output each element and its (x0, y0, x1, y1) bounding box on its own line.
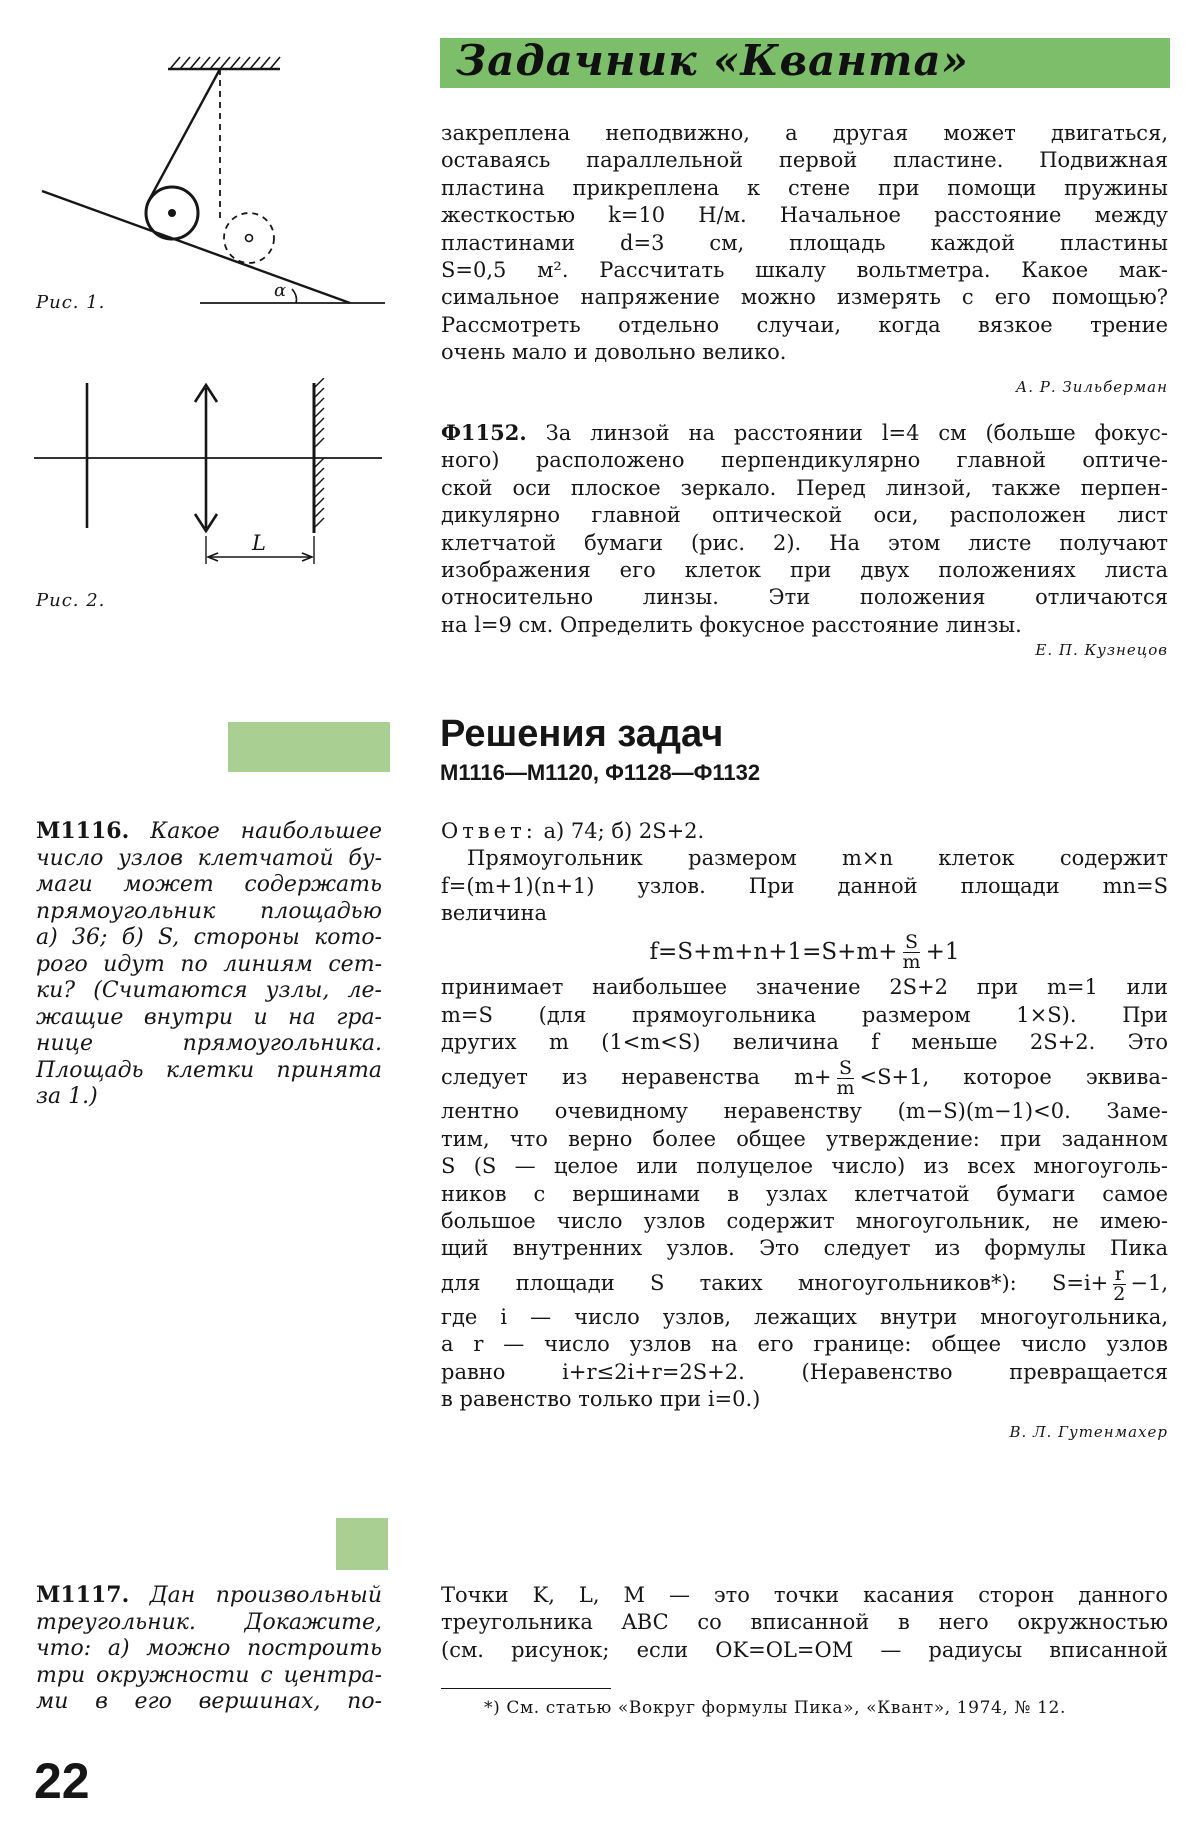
text-line: лентно очевидному неравенству (m−S)(m−1)<0. Заме- (441, 1099, 1168, 1124)
answer-value: а) 74; б) 2S+2. (543, 819, 705, 843)
text-span: За линзой на расстоянии l=4 см (больше фокус- (545, 421, 1168, 445)
green-marker (228, 722, 390, 772)
text-line: равно i+r≤2i+r=2S+2. (Неравенство превращается (441, 1359, 1168, 1384)
answer-label: Ответ: (441, 819, 537, 843)
text-line: принимает наибольшее значение 2S+2 при m=1 или (441, 975, 1168, 1000)
fraction-denominator: 2 (1113, 1282, 1126, 1305)
text-line: симальное напряжение можно измерять с его помощью? (441, 285, 1168, 310)
footnote: *) См. статью «Вокруг формулы Пика», «Квант», 1974, № 12. (484, 1698, 1066, 1718)
text-line: закреплена неподвижно, а другая может двигаться, (441, 121, 1168, 145)
text-line: щий внутренних узлов. Это следует из формулы Пика (441, 1236, 1168, 1261)
text-line: большое число узлов содержит многоугольник, не имею- (441, 1208, 1168, 1233)
ceiling-hatch (170, 57, 280, 69)
text-line: изображения его клеток при двух положениях листа (441, 558, 1168, 583)
author: А. Р. Зильберман (1015, 377, 1168, 396)
text-line: Прямоугольник размером m×n клеток содержит (467, 846, 1168, 871)
text-line: клетчатой бумаги (рис. 2). На этом листе получают (441, 530, 1168, 555)
angle-label: α (274, 280, 287, 301)
header-bar (440, 38, 1170, 88)
text-line: пластина прикреплена к стене при помощи пружины (441, 175, 1168, 200)
text-line: маги может содержать (36, 872, 382, 897)
fraction (1111, 1262, 1127, 1305)
problem-number: Ф1152. (441, 420, 527, 445)
text-line (441, 1263, 1168, 1304)
text-line (36, 818, 382, 846)
page-number: 22 (34, 1753, 90, 1809)
text-span: −1, (1130, 1270, 1168, 1295)
text-line: прямоугольник площадью (36, 898, 382, 924)
text-line: S (S — целое или полуцелое число) из всех многоуголь- (441, 1154, 1168, 1179)
cylinder-dashed (224, 213, 274, 263)
fraction-denominator: m (902, 951, 921, 974)
text-line: m=S (для прямоугольника размером 1×S). При (441, 1002, 1168, 1027)
text-line: ской оси плоское зеркало. Перед линзой, также перпен- (441, 475, 1168, 500)
fig1-caption: Рис. 1. (36, 292, 106, 313)
figure-1 (30, 45, 390, 315)
text-line: число узлов клетчатой бу- (36, 845, 382, 871)
text-line: ми в его вершинах, по- (36, 1689, 382, 1714)
figure-2 (30, 378, 390, 578)
text-span: следует из неравенства m+ (441, 1065, 832, 1090)
text-line: очень мало и довольно велико. (441, 340, 787, 365)
section-title: Решения задач (440, 713, 724, 755)
text-line: за 1.) (36, 1084, 98, 1109)
text-line: три окружности с центра- (36, 1662, 382, 1688)
text-line: жащие внутри и на гра- (36, 1004, 382, 1030)
text-line: оставаясь параллельной первой пластине. Подвижная (441, 148, 1168, 173)
text-line (36, 1582, 382, 1610)
fraction (834, 1059, 856, 1098)
text-line: рого идут по линиям сет- (36, 951, 382, 977)
text-line: тим, что верно более общее утверждение: при заданном (441, 1126, 1168, 1151)
text-span: <S+1, которое эквива- (859, 1065, 1168, 1090)
text-line: относительно линзы. Эти положения отличаются (441, 585, 1168, 610)
text-line: нице прямоугольника. (36, 1031, 382, 1056)
text-line: пластинами d=3 см, площадь каждой пластины (441, 230, 1168, 255)
m1117-solution (441, 1582, 1168, 1664)
text-line: а) 36; б) S, стороны кото- (36, 925, 382, 950)
header-title: Задачник «Кванта» (456, 36, 969, 85)
text-line: Рассмотреть отдельно случаи, когда вязкое трение (441, 312, 1168, 337)
text-line: а r — число узлов на его границе: общее число узлов (441, 1332, 1168, 1357)
problem-continuation (441, 120, 1168, 396)
problem-f1152 (441, 419, 1168, 659)
text-line: Точки K, L, M — это точки касания сторон данного (441, 1583, 1168, 1607)
text-line: S=0,5 м². Рассчитать шкалу вольтметра. Какое мак- (441, 258, 1168, 283)
text-line: (см. рисунок; если OK=OL=OM — радиусы вписанной (441, 1637, 1168, 1662)
distance-label: L (252, 531, 266, 555)
m1116-solution (441, 818, 1168, 1441)
text-line: f=(m+1)(n+1) узлов. При данной площади mn=S (441, 873, 1168, 898)
author: В. Л. Гутенмахер (1009, 1423, 1168, 1442)
text-line: ного) расположено перпендикулярно главной оптиче- (441, 448, 1168, 473)
problem-number: М1116. (36, 818, 130, 844)
fraction-numerator: S (905, 931, 919, 954)
text-line: ников с вершинами в узлах клетчатой бумаги самое (441, 1181, 1168, 1206)
fraction-numerator: r (1114, 1262, 1124, 1285)
text-line (441, 1056, 1168, 1098)
text-line: что: а) можно построить (36, 1636, 382, 1661)
answer-line (441, 818, 1168, 845)
m1116-statement (36, 818, 382, 1111)
string (148, 69, 220, 202)
text-line: треугольника ABC со вписанной в него окружностью (441, 1610, 1168, 1635)
formula-f (441, 932, 1168, 973)
text-line: треугольник. Докажите, (36, 1609, 382, 1635)
footnote-rule (441, 1688, 611, 1689)
section-subtitle: М1116—М1120, Ф1128—Ф1132 (440, 760, 761, 785)
fraction-denominator: m (836, 1077, 855, 1100)
author: Е. П. Кузнецов (1035, 641, 1168, 660)
text-line: в равенство только при i=0.) (441, 1387, 761, 1411)
text-line: дикулярно главной оптической оси, расположен лист (441, 503, 1168, 528)
formula-main: f=S+m+n+1=S+m+ (649, 938, 898, 965)
m1117-statement (36, 1582, 382, 1716)
text-span: Дан произвольный (149, 1583, 383, 1608)
green-marker (336, 1518, 388, 1570)
text-line (441, 419, 1168, 447)
fraction (901, 933, 923, 972)
fig2-caption: Рис. 2. (36, 590, 106, 611)
text-line: Площадь клетки принята (36, 1057, 382, 1083)
text-line: жесткостью k=10 Н/м. Начальное расстояние между (441, 203, 1168, 228)
text-line: других m (1<m<S) величина f меньше 2S+2. Это (441, 1029, 1168, 1054)
text-line: на l=9 см. Определить фокусное расстояние линзы. (441, 612, 1022, 637)
text-line: где i — число узлов, лежащих внутри многоугольника, (441, 1304, 1168, 1329)
angle-arc (292, 289, 297, 303)
text-line: ки? (Считаются узлы, ле- (36, 978, 382, 1003)
formula-tail: +1 (925, 938, 960, 965)
solutions-heading (440, 712, 1170, 786)
text-line: величина (441, 901, 547, 926)
text-span: Какое наибольшее (150, 819, 382, 844)
fraction-numerator: S (838, 1057, 852, 1080)
text-span: для площади S таких многоугольников*): S=i+ (441, 1270, 1109, 1295)
problem-number: М1117. (36, 1582, 130, 1608)
